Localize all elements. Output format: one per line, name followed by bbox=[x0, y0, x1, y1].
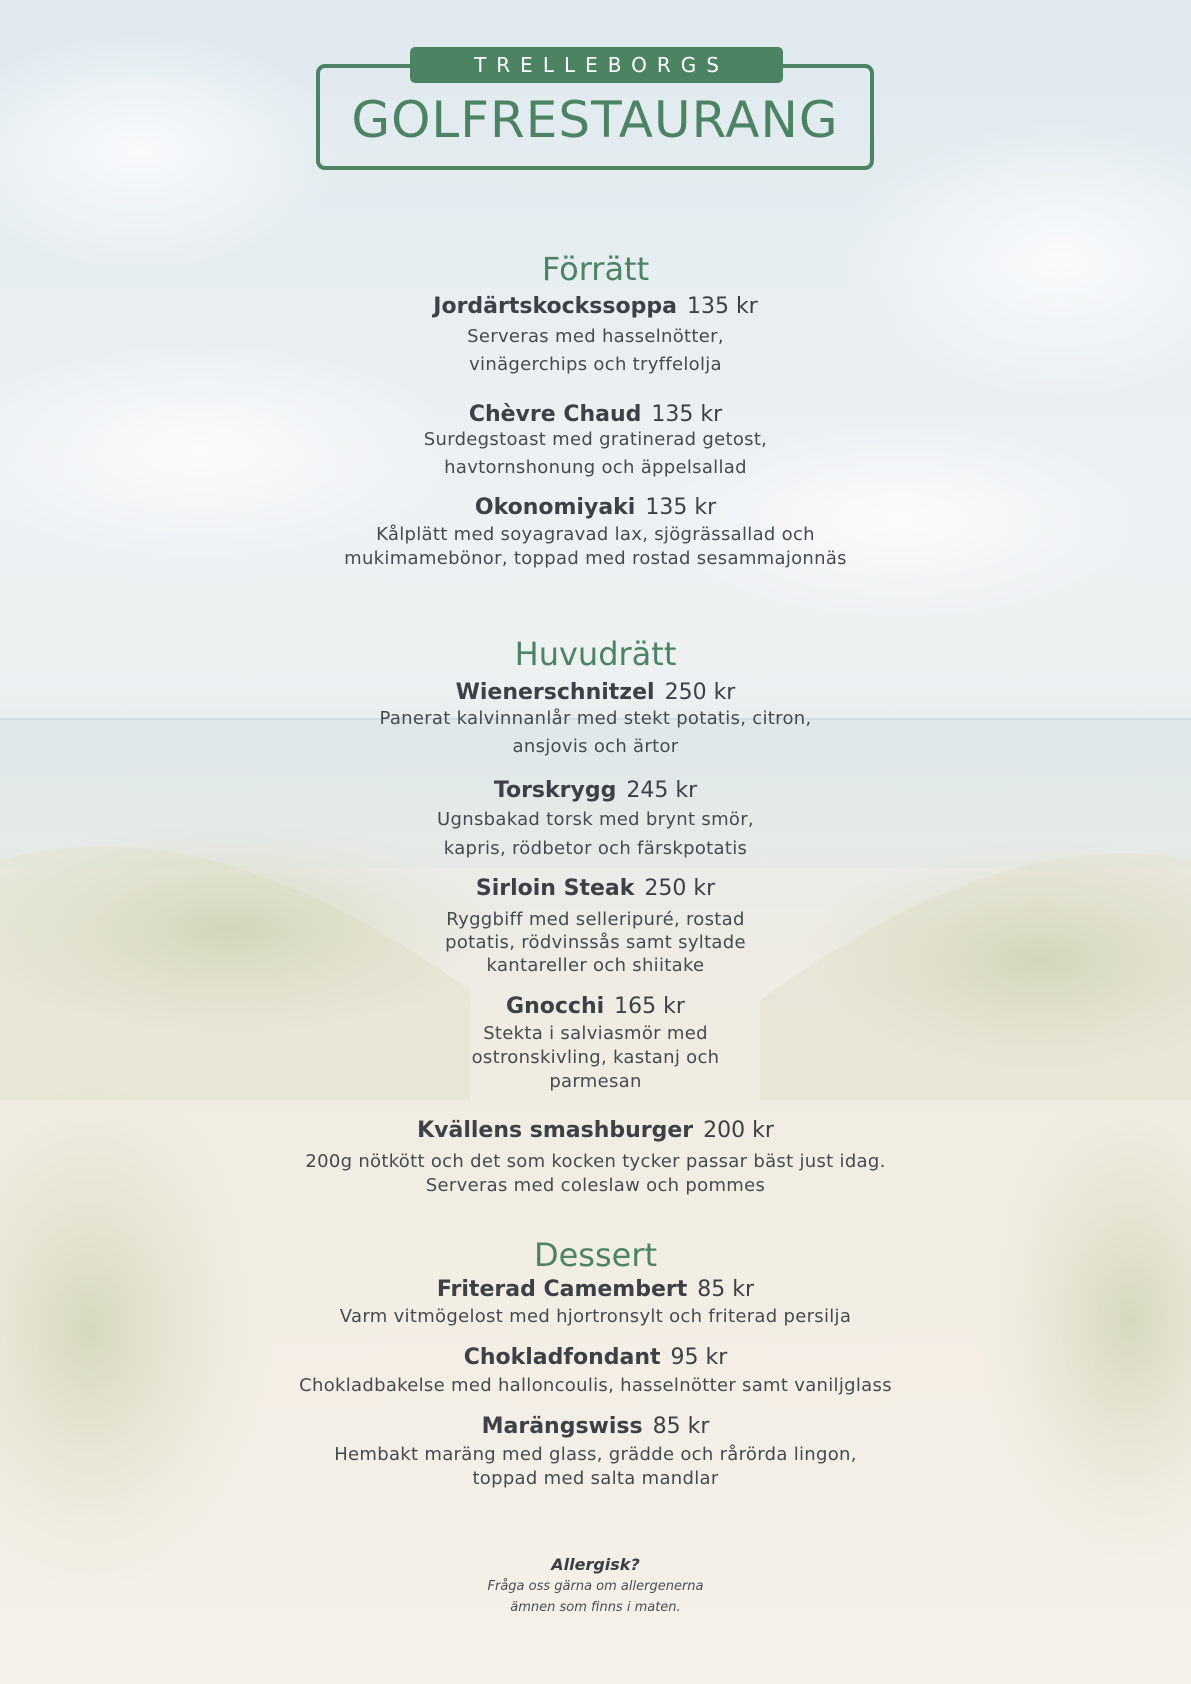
desc-line: Varm vitmögelost med hjortronsylt och friterad persilja bbox=[339, 1306, 852, 1327]
desc-line: ostronskivling, kastanj och bbox=[471, 1047, 720, 1068]
allergy-note-text bbox=[0, 1576, 1191, 1618]
note-line: Fråga oss gärna om allergenerna bbox=[487, 1579, 704, 1594]
dish-heading bbox=[0, 875, 1191, 903]
desc-line: mukimamebönor, toppad med rostad sesammajonnäs bbox=[344, 548, 847, 569]
dish-price: 95 kr bbox=[670, 1345, 728, 1370]
dish-price: 250 kr bbox=[664, 680, 736, 705]
desc-line: Serveras med coleslaw och pommes bbox=[425, 1175, 766, 1196]
section-title-dessert: Dessert bbox=[533, 1236, 658, 1274]
dish-price: 200 kr bbox=[703, 1118, 774, 1143]
desc-line: Panerat kalvinnanlår med stekt potatis, citron, bbox=[379, 708, 812, 729]
dish-description bbox=[0, 1303, 1191, 1331]
dish-name: Kvällens smashburger bbox=[417, 1118, 694, 1143]
desc-line: toppad med salta mandlar bbox=[472, 1468, 719, 1489]
dish-description bbox=[0, 323, 1191, 379]
desc-line: vinägerchips och tryffelolja bbox=[469, 354, 722, 375]
dish-name: Chokladfondant bbox=[463, 1345, 661, 1370]
dish-price: 85 kr bbox=[697, 1277, 755, 1302]
desc-line: 200g nötkött och det som kocken tycker passar bäst just idag. bbox=[305, 1151, 886, 1172]
dish-description bbox=[0, 426, 1191, 482]
note-line: ämnen som finns i maten. bbox=[510, 1600, 681, 1615]
dish-description bbox=[0, 805, 1191, 863]
desc-line: Hembakt maräng med glass, grädde och rårörda lingon, bbox=[334, 1444, 857, 1465]
section-title-forratt: Förrätt bbox=[541, 250, 650, 288]
dish-name: Torskrygg bbox=[493, 778, 617, 803]
dish-description bbox=[0, 1022, 1191, 1094]
dish-price: 135 kr bbox=[651, 402, 723, 427]
dish-description bbox=[0, 523, 1191, 571]
desc-line: parmesan bbox=[549, 1071, 642, 1092]
desc-line: Serveras med hasselnötter, bbox=[467, 326, 724, 347]
desc-line: kantareller och shiitake bbox=[486, 955, 705, 976]
dish-description bbox=[0, 705, 1191, 761]
desc-line: Ugnsbakad torsk med brynt smör, bbox=[437, 809, 754, 830]
dish-price: 135 kr bbox=[645, 495, 717, 520]
dish-name: Okonomiyaki bbox=[474, 495, 636, 520]
dish-name: Jordärtskockssoppa bbox=[433, 294, 677, 319]
dish-price: 135 kr bbox=[686, 294, 758, 319]
dish-heading bbox=[0, 293, 1191, 321]
section-title-huvudratt: Huvudrätt bbox=[514, 635, 677, 673]
dish-price: 85 kr bbox=[652, 1414, 710, 1439]
dish-price: 245 kr bbox=[626, 778, 698, 803]
dish-name: Friterad Camembert bbox=[436, 1277, 688, 1302]
dish-heading bbox=[0, 1344, 1191, 1372]
dish-heading bbox=[0, 1276, 1191, 1304]
dish-heading bbox=[0, 494, 1191, 522]
dish-name: Chèvre Chaud bbox=[468, 402, 642, 427]
desc-line: ansjovis och ärtor bbox=[512, 736, 679, 757]
dish-name: Gnocchi bbox=[506, 994, 605, 1019]
dish-description bbox=[0, 1150, 1191, 1198]
dish-description bbox=[0, 908, 1191, 977]
allergy-note-title: Allergisk? bbox=[551, 1555, 640, 1574]
restaurant-title: GOLFRESTAURANG bbox=[351, 91, 839, 149]
dish-heading bbox=[0, 679, 1191, 707]
dish-heading bbox=[0, 401, 1191, 429]
desc-line: potatis, rödvinssås samt syltade bbox=[445, 932, 746, 953]
dish-name: Wienerschnitzel bbox=[455, 680, 655, 705]
dish-description bbox=[0, 1443, 1191, 1491]
dish-heading bbox=[0, 1413, 1191, 1441]
desc-line: Chokladbakelse med halloncoulis, hasselnötter samt vaniljglass bbox=[299, 1375, 892, 1396]
dish-price: 250 kr bbox=[644, 876, 716, 901]
desc-line: kapris, rödbetor och färskpotatis bbox=[443, 838, 748, 859]
dish-heading bbox=[0, 1117, 1191, 1145]
desc-line: Kålplätt med soyagravad lax, sjögrässallad och bbox=[376, 524, 815, 545]
desc-line: Ryggbiff med selleripuré, rostad bbox=[446, 909, 745, 930]
dish-heading bbox=[0, 993, 1191, 1021]
dish-price: 165 kr bbox=[614, 994, 685, 1019]
desc-line: Surdegstoast med gratinerad getost, bbox=[423, 429, 768, 450]
dish-name: Sirloin Steak bbox=[475, 876, 635, 901]
desc-line: havtornshonung och äppelsallad bbox=[444, 457, 747, 478]
dish-heading bbox=[0, 777, 1191, 805]
logo-subtitle: TRELLEBORGS bbox=[410, 47, 783, 83]
dish-name: Marängswiss bbox=[481, 1414, 643, 1439]
dish-description bbox=[0, 1372, 1191, 1400]
desc-line: Stekta i salviasmör med bbox=[483, 1023, 708, 1044]
